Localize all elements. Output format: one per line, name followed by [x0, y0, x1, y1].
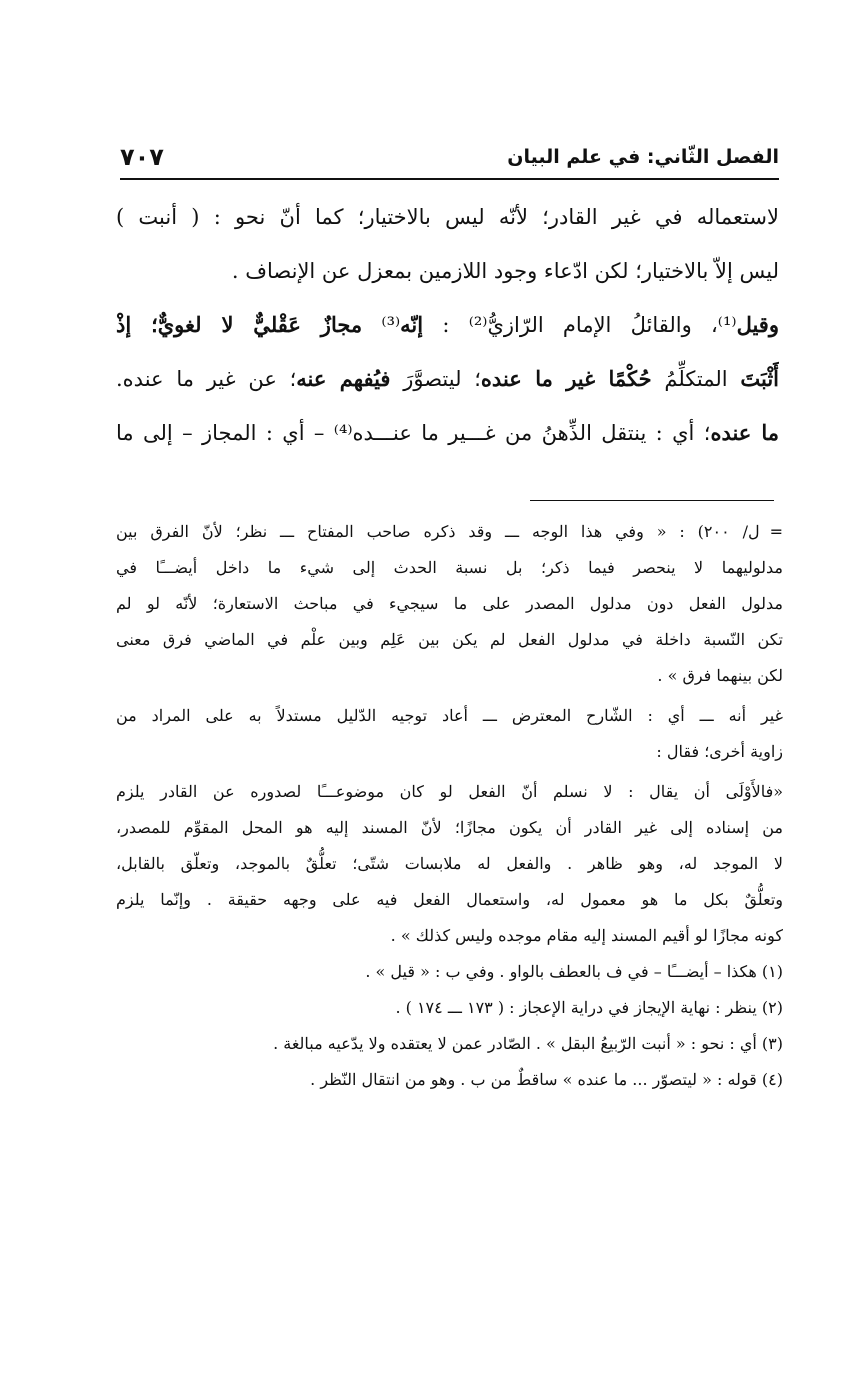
main-line-3 [116, 298, 779, 352]
chapter-title: الفصل الثّاني: في علم البيان [507, 146, 779, 168]
footnote-line [116, 658, 783, 694]
footnote-text: كونه مجازًا لو أقيم المسند إليه مقام موجده وليس كذلك » . [390, 926, 783, 945]
main-line-4 [116, 352, 779, 406]
footnote-line [116, 586, 783, 622]
page-number: ٧٠٧ [120, 143, 164, 171]
footnote-text: (٢) ينظر : نهاية الإيجاز في دراية الإعجاز : ( ١٧٣ ـــ ١٧٤ ) . [395, 998, 783, 1017]
footnote-line [116, 550, 783, 586]
main-text-segment: ⁽¹⁾، والقائلُ الإمام الرّازيُّ⁽²⁾ : [423, 313, 737, 337]
footnote-text: لا الموجد له، وهو ظاهر . والفعل له ملابسات شتّى؛ تعلُّقٌ بالموجد، وتعلّق بالقابل، [116, 854, 783, 873]
footnote-text: «فالأَوْلَى أن يقال : لا نسلم أنّ الفعل لو كان موضوعـــًا لصدوره عن القادر يلزم [116, 782, 783, 801]
main-text-segment: ؛ ليتصوَّرَ [390, 367, 481, 391]
continuation-marker: = [769, 522, 783, 541]
main-line-2 [116, 244, 779, 298]
main-line-1 [116, 190, 779, 244]
footnote-text: زاوية أخرى؛ فقال : [656, 742, 783, 761]
footnote-text: من إسناده إلى غير القادر أن يكون مجازًا؛ لأنّ المسند إليه هو المحل المقوِّم للمصدر، [116, 818, 783, 837]
running-header [120, 140, 779, 176]
header-rule [120, 178, 779, 180]
footnote-3 [116, 1026, 783, 1062]
bold-term: مجازٌ عَقْليٌّ لا لغويٌّ؛ إذْ [116, 312, 363, 337]
bold-term: فيُفهم عنه [296, 366, 391, 391]
bold-term: حُكْمًا غير ما عنده [480, 366, 652, 391]
footnote-text: (١) هكذا – أيضـــًا – في ف بالعطف بالواو . وفي ب : « قيل » . [365, 962, 783, 981]
footnotes [116, 514, 783, 1098]
main-text-segment: المتكلِّمُ [651, 367, 741, 391]
footnote-2 [116, 990, 783, 1026]
footnote-line [116, 810, 783, 846]
footnote-line [116, 622, 783, 658]
main-line-5 [116, 406, 779, 460]
bold-term: إنّه [400, 312, 424, 337]
footnote-line [116, 514, 783, 550]
footnote-text: تكن النّسبة داخلة في مدلول الفعل لم يكن بين عَلِم وبين علْم في الماضي فرق معنى [116, 630, 783, 649]
footnote-1 [116, 954, 783, 990]
main-line-2-text: ليس إلاّ بالاختيار؛ لكن ادّعاء وجود اللازمين بمعزل عن الإنصاف . [231, 259, 779, 283]
main-text-segment: ؛ عن غير ما عنده. [116, 367, 297, 391]
footnote-line [116, 882, 783, 918]
main-line-1-text: لاستعماله في غير القادر؛ لأنّه ليس بالاختيار؛ كما أنّ نحو : ( أنبت ) [116, 205, 779, 229]
footnote-line [116, 698, 783, 734]
footnote-text: (٣) أي : نحو : « أنبت الرّبيعُ البقل » . الصّادر عمن لا يعتقده ولا يدّعيه مبالغة . [273, 1034, 783, 1053]
bold-term: ما عنده [710, 420, 779, 445]
bold-term: أَثْبَتَ [740, 366, 779, 391]
footnote-text: لكن بينهما فرق » . [657, 666, 783, 685]
footnote-text: مدلول الفعل دون مدلول المصدر على ما سيجيء في مباحث الاستعارة؛ لأنّه لو لم [116, 594, 783, 613]
footnote-line [116, 918, 783, 954]
main-text-segment: ⁽³⁾ [362, 313, 401, 337]
footnote-text: (٤) قوله : « ليتصوّر ... ما عنده » ساقطٌ من ب . وهو من انتقال النّظر . [310, 1070, 783, 1089]
footnote-text: ل/ ٢٠٠) : « وفي هذا الوجه ـــ وقد ذكره صاحب المفتاح ـــ نظر؛ لأنّ الفرق بين [116, 522, 760, 541]
footnote-text: غير أنه ـــ أي : الشّارح المعترض ـــ أعاد توجيه الدّليل مستدلاً به على المراد من [116, 706, 783, 725]
footnote-line [116, 846, 783, 882]
bold-term: وقيل [736, 312, 779, 337]
footnote-text: وتعلُّقٌ بكل ما هو معمول له، واستعمال الفعل فيه على وجهه حقيقة . وإنّما يلزم [116, 890, 783, 909]
footnote-line [116, 734, 783, 770]
main-text-segment: ؛ أي : ينتقل الذِّهنُ من غـــير ما عنـــده⁽⁴⁾ – أي : المجاز – إلى ما [116, 421, 711, 445]
footnote-line [116, 774, 783, 810]
main-text [116, 190, 779, 460]
footnote-text: مدلوليهما لا ينحصر فيما ذكر؛ بل نسبة الحدث إلى شيء ما داخل أيضـــًا في [116, 558, 783, 577]
footnote-separator [530, 500, 774, 501]
footnote-4 [116, 1062, 783, 1098]
